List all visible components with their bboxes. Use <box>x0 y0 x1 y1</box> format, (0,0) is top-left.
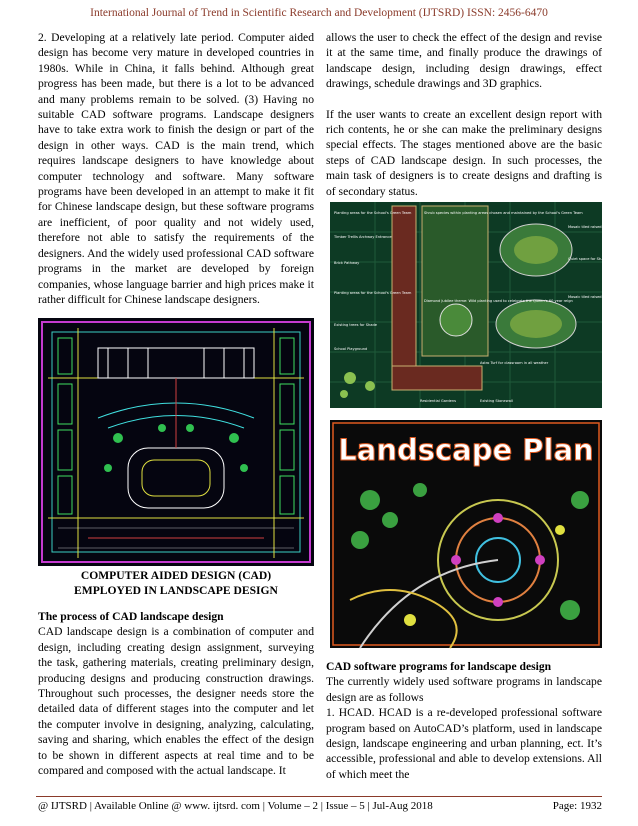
plan-label-13: Existing Stonewall <box>480 399 513 403</box>
footer-divider <box>36 796 602 797</box>
figure-caption <box>38 568 314 598</box>
right-column-lower <box>326 659 602 782</box>
right-paragraph-2: If the user wants to create an excellent design report with rich contents, he or she can make the preliminary designs special effects. The stages mentioned above are the basic steps of CAD landscape design. In such processes, the main task of designers is to create designs and drafting is of secondary status. <box>326 107 602 198</box>
plan-label-2: Brick Pathway <box>334 261 360 265</box>
left-column <box>38 30 314 307</box>
plan-label-12: Residential Gardens <box>420 399 456 403</box>
right-paragraph-4: 1. HCAD. HCAD is a re-developed professional software program based on AutoCAD’s platform, used in landscape design, landscape engineering and urban planning, ect. It’s accessible, professional and able to develop extensions. All of which meet the <box>326 706 602 781</box>
left-paragraph-2: CAD landscape design is a combination of computer and design, including creating design assignment, surveying the task, gathering materials, creating preliminary design, producing designs and producing construction drawings. Throughout such processes, the designer needs store the detailed data of different stages into the computer and let the computer involve in designing, analyzing, calculating, saving and sharing, which enables the effect of the design to be shown in different aspects at real time and to be compared and composed with the actual landscape. It <box>38 625 314 778</box>
plan-label-3: Planting areas for the School's Green Team <box>334 291 412 295</box>
right-paragraph-3: The currently widely used software programs in landscape design are as follows <box>326 675 602 704</box>
footer-journal-info: @ IJTSRD | Available Online @ www. ijtsrd. com | Volume – 2 | Issue – 5 | Jul-Aug 2018 <box>38 800 433 812</box>
left-paragraph-1: 2. Developing at a relatively late period. Computer aided design has become very mature in developed countries in 1980s. While in China, it falls behind. Although great progress has been made, but there is a lot to be advanced and many problems remain to be solved. (3) Having no suitable CAD software programs. Landscape designers have to take extra work to finish the design or part of the design in other ways. CAD is the main trend, which requires landscape designers to have knowledge about computer technology and software. Many software programs have been developed in an attempt to make it fit for Chinese landscape design, but these software programs are inefficient, of poor quality and not widely used, therefore not able to satisfy the requirements of the designers. And the widely used professional CAD software programs in the market are developed by foreign companies, whose language barrier and high prices make it rather difficult for Chinese landscape designers. <box>38 31 314 306</box>
plan-label-9: Mosaic tiled raised planting beds <box>568 225 628 229</box>
section-heading-software: CAD software programs for landscape design <box>326 660 552 673</box>
planting-plan-graphic <box>330 202 628 408</box>
plan-label-8: Astro Turf for classroom in all weather <box>480 361 549 365</box>
section-heading-process: The process of CAD landscape design <box>38 610 224 623</box>
plan-label-10: Quiet space for Students <box>568 257 613 261</box>
plan-label-4: Existing trees for Shade <box>334 323 377 327</box>
plan-label-11: Mosaic tiled raised planting beds <box>568 295 628 299</box>
plan-label-7: Diamond Jubilee theme: Wild planting used to celebrate the Queen's 60 year reign <box>424 299 573 303</box>
right-column <box>326 30 602 199</box>
plan-label-0: Planting areas for the School's Green Team <box>334 211 412 215</box>
plan-label-5: School Playground <box>334 347 368 351</box>
planting-plan-image <box>330 202 628 408</box>
plan-label-1: Timber Trellis Archway Entrance <box>334 235 392 239</box>
left-column-lower <box>38 609 314 778</box>
footer-page-number: Page: 1932 <box>552 800 602 812</box>
landscape-plan-title: Landscape Plan <box>338 433 594 467</box>
caption-line-2: EMPLOYED IN LANDSCAPE DESIGN <box>74 584 278 597</box>
journal-header: International Journal of Trend in Scientific Research and Development (IJTSRD) ISSN: 2456-6470 <box>90 7 548 19</box>
right-paragraph-1: allows the user to check the effect of the design and revise it at the same time, and finally produce the drawings of landscape design, including design drawings, effect drawings, schedule drawings and 3D graphics. <box>326 31 602 91</box>
cad-drawing-image <box>38 318 314 566</box>
landscape-plan-graphic <box>330 420 602 648</box>
cad-drawing-graphic <box>38 318 314 566</box>
plan-label-6: Shrub species within planting areas chosen and maintained by the School's Green Team <box>424 211 583 215</box>
landscape-plan-image <box>330 420 602 648</box>
caption-line-1: COMPUTER AIDED DESIGN (CAD) <box>80 569 272 582</box>
